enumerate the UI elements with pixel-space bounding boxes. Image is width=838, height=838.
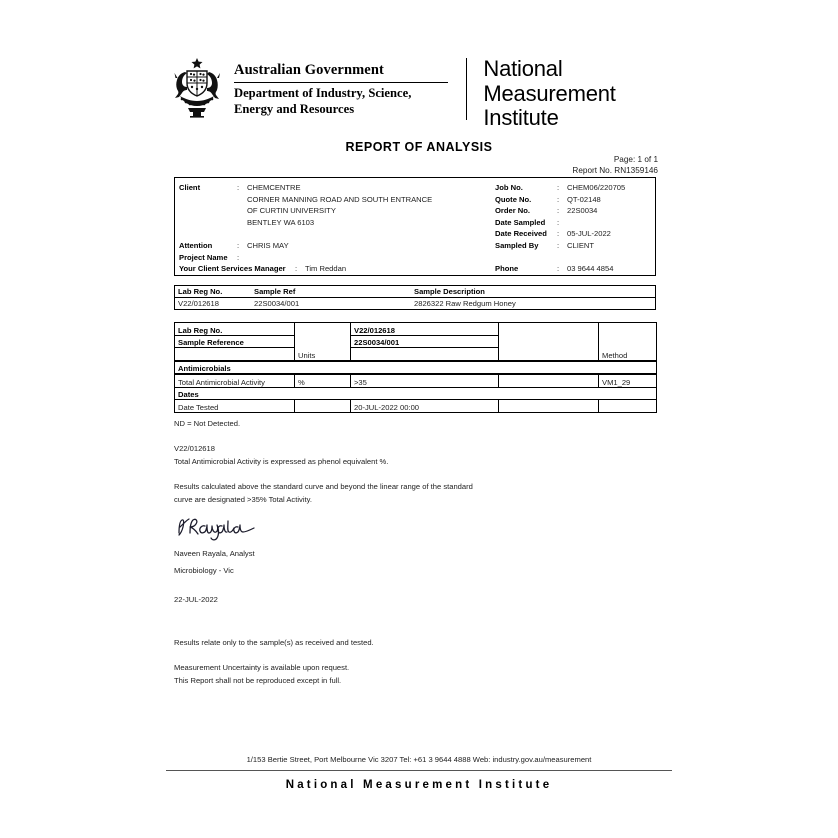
manager-value: Tim Reddan: [305, 264, 347, 274]
results-label-lab-reg-no: Lab Reg No.: [175, 323, 295, 336]
results-blank-column-header: [499, 323, 599, 361]
phone-value: 03 9644 4854: [567, 264, 614, 274]
government-wordmark: [234, 56, 452, 117]
spacer-label: [179, 205, 237, 217]
attention-row: [179, 240, 479, 252]
job-no-value: CHEM06/220705: [567, 183, 626, 192]
date-tested-label: Date Tested: [175, 400, 295, 413]
notes-section: [174, 418, 634, 506]
client-info-box: [174, 177, 656, 276]
results-method-label: Method: [602, 350, 628, 360]
sample-ref: 22S0034/001: [254, 299, 300, 308]
department-line-2: Energy and Resources: [234, 101, 355, 116]
disclaimer-measurement-uncertainty: Measurement Uncertainty is available upon request.: [174, 663, 350, 673]
quote-no-label: Quote No.: [495, 194, 532, 204]
job-details-column: [495, 182, 665, 275]
footer-address: 1/153 Bertie Street, Port Melbourne Vic 3207 Tel: +61 3 9644 4888 Web: industry.gov.au/measurement: [246, 755, 592, 764]
sampled-by-value: CLIENT: [567, 240, 595, 250]
nd-legend: ND = Not Detected.: [174, 419, 241, 428]
client-label: Client: [179, 183, 201, 192]
date-tested-method: [599, 400, 657, 413]
spacer-colon: [237, 205, 247, 217]
disclaimers-section: [174, 637, 634, 687]
results-table: [174, 322, 657, 413]
sample-header-sample-description: Sample Description: [414, 287, 485, 296]
results-value-sample-reference: 22S0034/001: [351, 335, 499, 348]
analyst-name: Naveen Rayala, Analyst: [174, 549, 255, 558]
nmi-line-2: Measurement: [483, 80, 616, 106]
table-row: [175, 400, 657, 413]
sample-registration-table: [174, 285, 656, 310]
project-name-label: Project Name: [179, 252, 228, 262]
results-units-label: Units: [298, 350, 316, 360]
client-details-column: [179, 182, 479, 275]
analyte-name: Total Antimicrobial Activity: [175, 374, 295, 387]
government-line-1: Australian Government: [234, 62, 384, 78]
order-no-value: 22S0034: [567, 206, 598, 216]
client-address-row-1: [179, 194, 479, 206]
signature-date: 22-JUL-2022: [174, 595, 218, 605]
job-no-label: Job No.: [495, 183, 523, 192]
order-no-row: [495, 205, 665, 217]
wordmark-divider: [234, 82, 448, 83]
attention-value: CHRIS MAY: [247, 240, 289, 250]
sampled-by-row: [495, 240, 665, 252]
order-no-colon: :: [557, 206, 560, 216]
results-label-sample-reference: Sample Reference: [175, 335, 295, 348]
handwritten-signature-icon: [174, 515, 266, 543]
spacer-label: [179, 194, 237, 206]
order-no-label: Order No.: [495, 206, 531, 216]
footer-brand: National Measurement Institute: [285, 779, 553, 791]
department-line-1: Department of Industry, Science,: [234, 86, 412, 100]
date-tested-units: [295, 400, 351, 413]
client-address-line-3: BENTLEY WA 6103: [247, 217, 315, 227]
disclaimer-reproduction: This Report shall not be reproduced except in full.: [174, 675, 342, 685]
page-meta: [380, 155, 658, 176]
results-method-cell: [599, 323, 657, 361]
page-number: Page: 1 of 1: [613, 155, 658, 164]
sample-header-lab-reg-no: Lab Reg No.: [178, 287, 223, 296]
notes-expression: Total Antimicrobial Activity is expressed as phenol equivalent %.: [174, 456, 389, 466]
client-colon: :: [237, 183, 240, 192]
analyte-result: >35: [351, 374, 499, 387]
client-address-line-2: OF CURTIN UNIVERSITY: [247, 206, 336, 216]
signature-block: [174, 515, 474, 604]
results-section-dates: [175, 387, 657, 400]
client-value: CHEMCENTRE: [247, 183, 301, 192]
manager-label: Your Client Services Manager: [179, 264, 286, 274]
results-section-antimicrobials: [175, 361, 657, 375]
sampled-by-colon: :: [557, 240, 560, 250]
nmi-wordmark: [483, 56, 615, 130]
date-sampled-colon: :: [557, 217, 560, 227]
letterhead-vertical-divider: [466, 58, 467, 120]
date-sampled-label: Date Sampled: [495, 217, 546, 227]
results-value-lab-reg-no: V22/012618: [351, 323, 499, 336]
client-address-row-3: [179, 217, 479, 229]
date-received-colon: :: [557, 229, 560, 239]
australian-coat-of-arms-icon: [166, 56, 228, 120]
date-received-value: 05-JUL-2022: [567, 229, 611, 239]
notes-sample-id: V22/012618: [174, 444, 215, 454]
quote-no-colon: :: [557, 194, 560, 204]
client-address-row-2: [179, 205, 479, 217]
table-header-row: [175, 286, 656, 298]
section-title-antimicrobials: Antimicrobials: [175, 361, 657, 375]
client-address-line-1: CORNER MANNING ROAD AND SOUTH ENTRANCE: [247, 194, 433, 204]
nmi-line-3: Institute: [483, 105, 559, 130]
phone-colon: :: [557, 264, 560, 274]
attention-colon: :: [237, 240, 240, 250]
quote-no-row: [495, 194, 665, 206]
footer-divider: [166, 770, 672, 771]
analyte-method: VM1_29: [599, 374, 657, 387]
sample-lab-reg-no: V22/012618: [178, 299, 219, 308]
job-no-colon: :: [557, 183, 560, 192]
section-title-dates: Dates: [175, 387, 657, 400]
notes-curve-line-2: curve are designated >35% Total Activity.: [174, 494, 312, 504]
analyte-blank: [499, 374, 599, 387]
nmi-line-1: National: [483, 56, 563, 81]
report-number: Report No. RN1359146: [572, 165, 658, 175]
phone-row: [495, 263, 665, 275]
sample-header-sample-ref: Sample Ref: [254, 287, 296, 296]
page-title: REPORT OF ANALYSIS: [345, 140, 493, 154]
disclaimer-results-relate: Results relate only to the sample(s) as received and tested.: [174, 638, 374, 647]
phone-label: Phone: [495, 264, 519, 274]
quote-no-value: QT-02148: [567, 194, 601, 204]
date-tested-blank: [499, 400, 599, 413]
client-row: [179, 182, 479, 194]
results-header-spacer-result: [351, 348, 499, 361]
date-sampled-row: [495, 217, 665, 229]
results-header-spacer-analyte: [175, 348, 295, 361]
spacer-colon: [237, 194, 247, 206]
sample-description: 2826322 Raw Redgum Honey: [414, 299, 516, 308]
attention-label: Attention: [179, 240, 213, 250]
client-services-manager-row: [179, 263, 479, 275]
analyte-units: %: [295, 374, 351, 387]
letterhead: [166, 56, 616, 130]
results-units-cell: [295, 323, 351, 361]
date-received-row: [495, 228, 665, 240]
spacer-label: [179, 217, 237, 229]
manager-colon: :: [295, 264, 298, 274]
job-no-row: [495, 182, 665, 194]
sampled-by-label: Sampled By: [495, 240, 539, 250]
spacer-colon: [237, 217, 247, 229]
date-received-label: Date Received: [495, 229, 547, 239]
project-name-row: [179, 252, 479, 264]
date-tested-value: 20-JUL-2022 00:00: [351, 400, 499, 413]
analyst-department: Microbiology - Vic: [174, 566, 234, 576]
project-name-colon: :: [237, 252, 240, 262]
table-row: [175, 374, 657, 387]
notes-curve-line-1: Results calculated above the standard curve and beyond the linear range of the standard: [174, 482, 473, 492]
table-row: [175, 298, 656, 310]
results-header-row-1: [175, 323, 657, 336]
